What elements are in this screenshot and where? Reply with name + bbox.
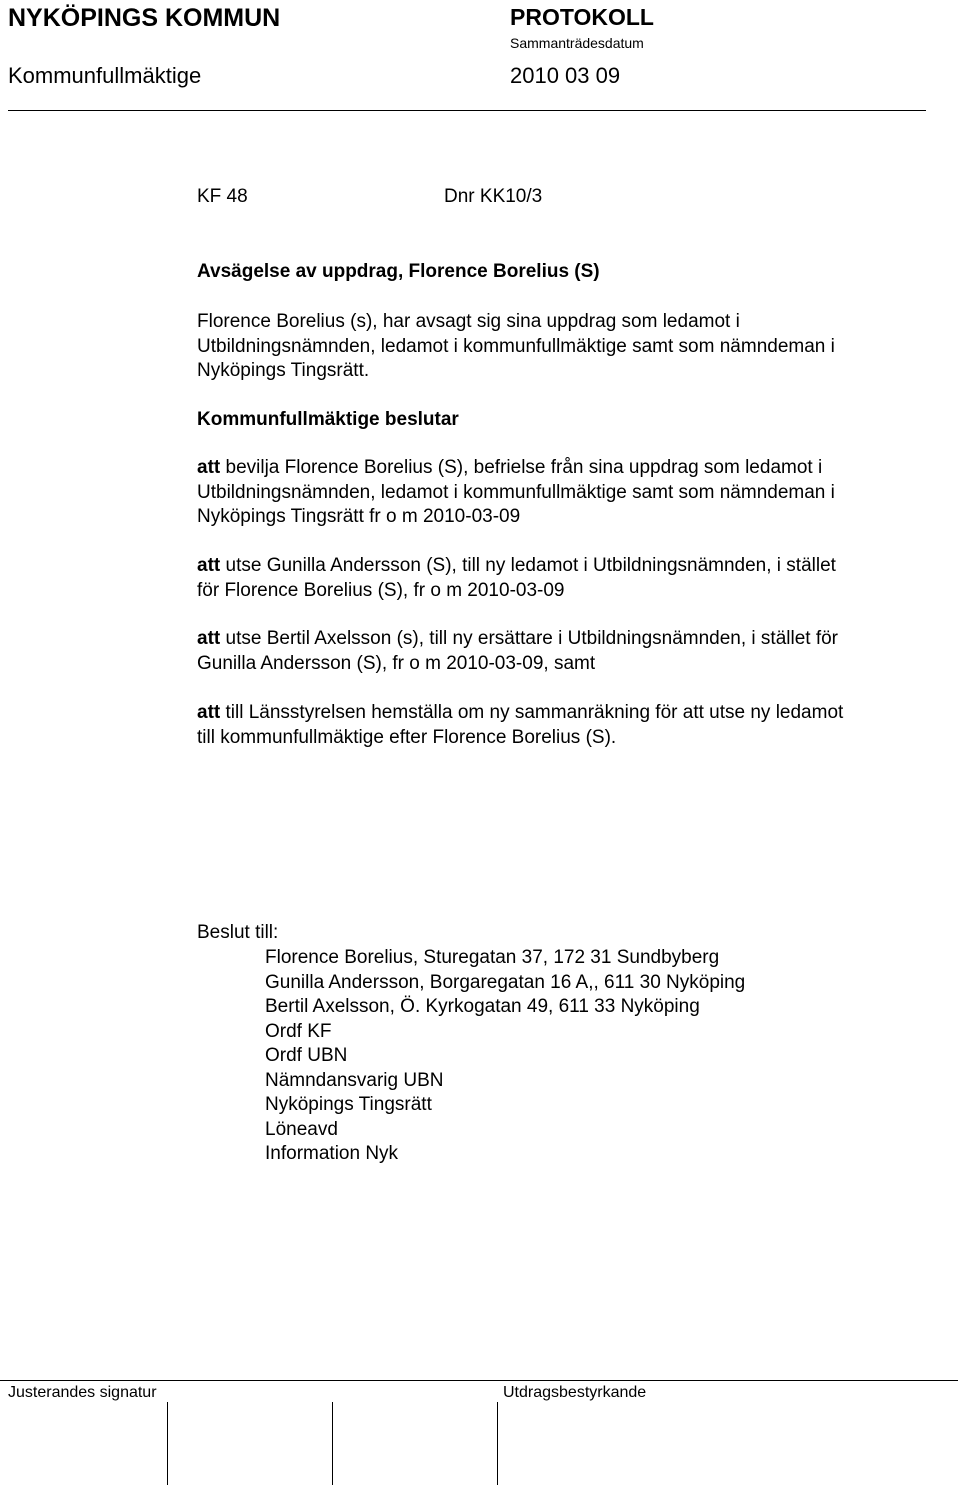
decision-text: utse Gunilla Andersson (S), till ny ledamot i Utbildningsnämnden, i stället <box>220 555 836 576</box>
organization-name: NYKÖPINGS KOMMUN <box>8 4 281 32</box>
recipient: Nämndansvarig UBN <box>265 1069 444 1091</box>
recipient: Bertil Axelsson, Ö. Kyrkogatan 49, 611 33 Nyköping <box>265 996 700 1017</box>
decision-text: bevilja Florence Borelius (S), befrielse från sina uppdrag som ledamot i <box>220 457 823 478</box>
meeting-date: 2010 03 09 <box>510 63 621 88</box>
decision-keyword: att <box>197 628 221 649</box>
decision-text: Utbildningsnämnden, ledamot i kommunfullmäktige samt som nämndeman i <box>197 481 835 503</box>
decision-text: för Florence Borelius (S), fr o m 2010-03-09 <box>197 579 565 601</box>
recipient-list <box>265 946 745 1167</box>
decision-text: till Länsstyrelsen hemställa om ny sammanräkning för att utse ny ledamot <box>220 702 844 723</box>
decision-text: Gunilla Andersson (S), fr o m 2010-03-09, samt <box>197 652 596 674</box>
recipient: Gunilla Andersson, Borgaregatan 16 A,, 611 30 Nyköping <box>265 971 746 993</box>
recipient: Ordf UBN <box>265 1045 348 1066</box>
decision-item <box>197 456 937 530</box>
decision-text: utse Bertil Axelsson (s), till ny ersättare i Utbildningsnämnden, i stället för <box>220 628 839 649</box>
signature-label: Justerandes signatur <box>8 1384 157 1401</box>
intro-line: Utbildningsnämnden, ledamot i kommunfullmäktige samt som nämndeman i <box>197 335 835 357</box>
recipient: Nyköpings Tingsrätt <box>265 1094 432 1115</box>
decision-text: Nyköpings Tingsrätt fr o m 2010-03-09 <box>197 506 521 527</box>
signature-box-divider <box>332 1402 333 1485</box>
recipient: Florence Borelius, Sturegatan 37, 172 31 Sundbyberg <box>265 947 720 968</box>
decision-keyword: att <box>197 555 221 576</box>
recipient: Information Nyk <box>265 1143 399 1164</box>
document-type: PROTOKOLL <box>510 4 654 30</box>
meeting-date-label: Sammanträdesdatum <box>510 35 644 51</box>
decision-item <box>197 554 937 603</box>
intro-line: Nyköpings Tingsrätt. <box>197 360 370 381</box>
recipient: Löneavd <box>265 1118 338 1140</box>
registration-number: Dnr KK10/3 <box>444 186 543 207</box>
signature-box-divider <box>497 1402 498 1485</box>
decision-keyword: att <box>197 702 221 723</box>
footer-divider <box>0 1380 958 1381</box>
intro-line: Florence Borelius (s), har avsagt sig sina uppdrag som ledamot i <box>197 311 740 332</box>
header-divider <box>8 110 926 111</box>
intro-paragraph <box>197 310 937 384</box>
decision-item <box>197 701 937 750</box>
decision-body: Kommunfullmäktige <box>8 63 202 88</box>
distribution-label: Beslut till: <box>197 922 279 943</box>
decision-keyword: att <box>197 457 221 478</box>
paragraph-number: KF 48 <box>197 186 248 207</box>
decision-item <box>197 627 937 676</box>
decision-text: till kommunfullmäktige efter Florence Borelius (S). <box>197 726 617 748</box>
extract-certification-label: Utdragsbestyrkande <box>503 1384 647 1401</box>
signature-box-divider <box>167 1402 168 1485</box>
decision-heading: Kommunfullmäktige beslutar <box>197 409 459 430</box>
recipient: Ordf KF <box>265 1020 332 1042</box>
section-title: Avsägelse av uppdrag, Florence Borelius (S) <box>197 261 600 282</box>
